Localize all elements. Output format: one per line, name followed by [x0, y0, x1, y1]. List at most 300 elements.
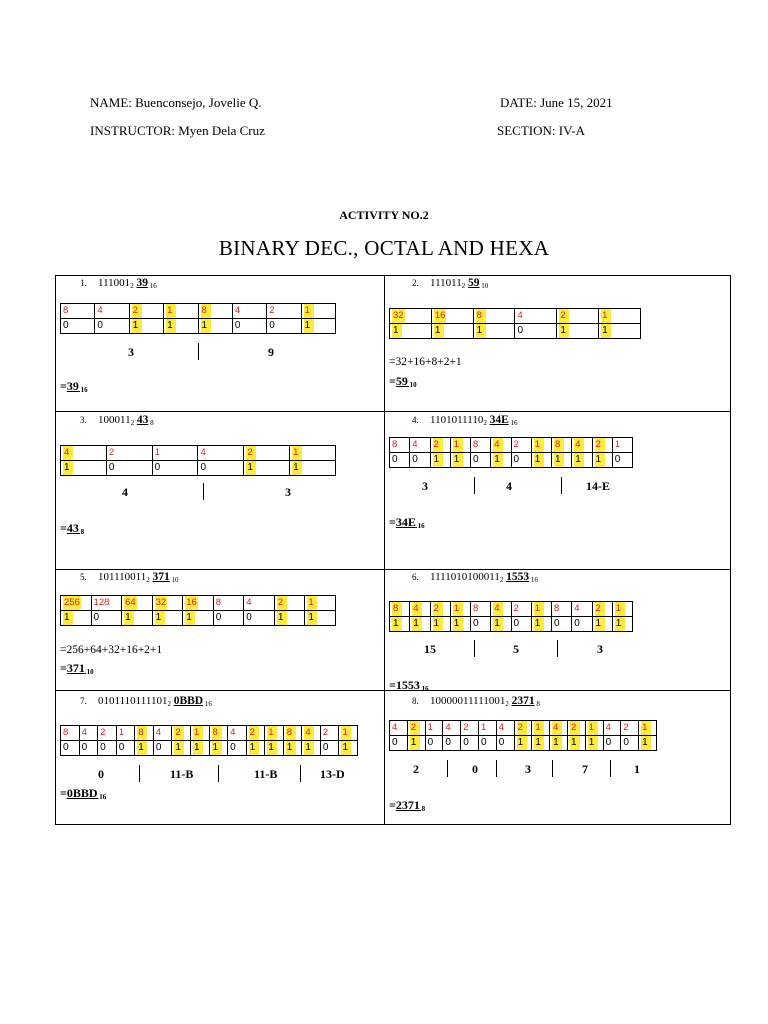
weight-cell: 2 — [511, 438, 531, 453]
weight-cell — [198, 304, 232, 319]
bit-highlight: 1 — [595, 617, 605, 631]
weight-cell: 128 — [91, 596, 122, 611]
bit-cell — [550, 736, 568, 751]
bit-cell — [152, 611, 183, 626]
weight-cell — [430, 438, 450, 453]
bit-highlight: 1 — [574, 453, 584, 467]
bit-highlight: 1 — [137, 741, 147, 755]
weight-highlight: 32 — [155, 597, 167, 608]
weight-cell — [122, 596, 153, 611]
weight-highlight: 2 — [595, 438, 605, 452]
weight-highlight: 1 — [453, 438, 463, 452]
result-value: 59 $_{10}$ — [395, 374, 417, 389]
weight-cell: 2 — [621, 721, 639, 736]
weight-highlight: 4 — [493, 602, 503, 616]
weight-highlight: 4 — [412, 602, 422, 616]
weight-cell: 8 — [61, 726, 80, 741]
binary-base: 2 — [499, 576, 504, 584]
answer-value: 2371 — [511, 695, 535, 707]
bit-cell: 0 — [478, 736, 496, 751]
bit-highlight: 1 — [212, 741, 222, 755]
bit-cell — [265, 741, 284, 756]
weight-cell — [612, 602, 632, 617]
weight-highlight: 2 — [174, 726, 184, 740]
result-base: 10 — [407, 381, 417, 389]
group-digit: 1 — [634, 762, 640, 776]
weight-row — [390, 438, 633, 453]
result-value: 0BBD $_{16}$ — [66, 786, 107, 801]
group-digit: 0 — [98, 767, 104, 781]
bit-cell: 0 — [267, 319, 301, 334]
bit-cell — [135, 741, 154, 756]
group-digit: 14-E — [586, 479, 610, 493]
weight-cell: 1 — [116, 726, 135, 741]
result-line: =0BBD $_{16}$ — [60, 786, 107, 801]
bit-highlight: 1 — [249, 741, 259, 755]
answer-base: 16 — [508, 419, 518, 427]
bit-highlight: 1 — [595, 453, 605, 467]
binary-base: 2 — [130, 419, 135, 427]
bit-highlight: 1 — [552, 736, 562, 750]
bit-cell: 0 — [198, 461, 244, 476]
weight-cell: 1 — [152, 446, 198, 461]
weight-cell: 2 — [106, 446, 152, 461]
weight-cell: 2 — [320, 726, 339, 741]
bit-highlight: 1 — [246, 461, 256, 475]
bit-highlight: 1 — [434, 324, 444, 338]
binary-value: 1101011110 — [430, 414, 484, 426]
bit-cell: 0 — [95, 319, 129, 334]
bit-highlight: 1 — [570, 736, 580, 750]
bit-cell — [592, 617, 612, 632]
weight-cell — [567, 721, 585, 736]
activity-title: ACTIVITY NO.2 — [339, 208, 429, 222]
bit-highlight: 1 — [267, 741, 277, 755]
bit-highlight: 1 — [63, 611, 73, 625]
weight-highlight: 8 — [212, 726, 222, 740]
weight-cell — [407, 721, 425, 736]
weight-highlight: 256 — [64, 597, 80, 608]
bit-cell — [390, 617, 410, 632]
bit-cell: 0 — [511, 617, 531, 632]
bit-cell — [407, 736, 425, 751]
problem-number: 1. — [80, 278, 87, 288]
bit-cell: 0 — [98, 741, 117, 756]
column-divider — [384, 276, 385, 824]
bit-cell — [431, 324, 473, 339]
result-base: 10 — [84, 668, 94, 676]
bit-highlight: 1 — [433, 453, 443, 467]
result-value: 39 $_{16}$ — [66, 379, 88, 394]
binary-base: 2 — [130, 282, 134, 290]
weight-cell — [302, 726, 321, 741]
problem-statement — [412, 277, 488, 290]
bit-cell — [172, 741, 191, 756]
group-separator — [300, 765, 301, 782]
bit-cell: 0 — [79, 741, 98, 756]
weight-cell — [585, 721, 603, 736]
weight-highlight: 2 — [559, 309, 569, 323]
bit-cell — [450, 617, 470, 632]
answer-value: 43 — [136, 414, 149, 426]
answer-value: 59 — [468, 277, 480, 289]
problem-number: 7. — [80, 696, 87, 706]
weight-cell — [246, 726, 265, 741]
weight-cell — [172, 726, 191, 741]
group-digit: 3 — [128, 345, 134, 359]
bit-row — [390, 736, 657, 751]
problem-number: 4. — [412, 415, 419, 425]
bit-cell — [585, 736, 603, 751]
group-digit: 7 — [582, 762, 588, 776]
weight-cell — [431, 309, 473, 324]
bit-highlight: 1 — [601, 324, 611, 338]
weight-highlight: 2 — [595, 602, 605, 616]
group-separator — [139, 765, 140, 782]
weight-cell: 4 — [79, 726, 98, 741]
group-digit: 5 — [513, 642, 519, 656]
weight-cell — [339, 726, 358, 741]
bit-row — [61, 741, 358, 756]
answer-value: 39 — [136, 277, 148, 289]
bit-cell — [290, 461, 336, 476]
weight-cell — [274, 596, 305, 611]
weight-cell — [301, 304, 335, 319]
group-separator — [557, 640, 558, 657]
weight-highlight: 8 — [476, 309, 486, 323]
weight-row — [61, 446, 336, 461]
group-separator — [447, 760, 448, 777]
weight-highlight: 4 — [574, 438, 584, 452]
bit-cell — [164, 319, 198, 334]
bit-highlight: 1 — [304, 741, 314, 755]
weight-cell — [390, 602, 410, 617]
bit-cell: 0 — [552, 617, 572, 632]
bit-cell: 0 — [603, 736, 621, 751]
bit-highlight: 1 — [412, 617, 422, 631]
bit-table — [389, 720, 657, 751]
result-line: =2371 $_8$ — [389, 798, 426, 813]
group-digit: 2 — [413, 762, 419, 776]
bit-highlight: 1 — [193, 741, 203, 755]
weight-cell: 1 — [478, 721, 496, 736]
group-digit: 4 — [122, 485, 128, 499]
weight-highlight: 16 — [434, 310, 446, 321]
weight-cell: 2 — [461, 721, 479, 736]
problem-number: 6. — [412, 572, 419, 582]
bit-highlight: 1 — [155, 611, 165, 625]
row-divider — [56, 411, 730, 412]
result-line: =39 $_{16}$ — [60, 379, 88, 394]
binary-base: 2 — [505, 700, 509, 708]
weight-cell: 2 — [98, 726, 117, 741]
weight-cell — [129, 304, 163, 319]
bit-cell: 0 — [511, 453, 531, 468]
bit-cell — [514, 736, 532, 751]
weight-highlight: 32 — [393, 310, 404, 321]
weight-highlight: 2 — [433, 438, 443, 452]
problem-statement — [412, 695, 540, 708]
weight-cell — [283, 726, 302, 741]
result-base: 16 — [78, 386, 88, 394]
bit-cell — [430, 617, 450, 632]
weight-highlight: 1 — [307, 596, 317, 610]
bit-highlight: 1 — [341, 741, 351, 755]
bit-cell — [183, 611, 214, 626]
bit-highlight: 1 — [174, 741, 184, 755]
bit-highlight: 1 — [453, 617, 463, 631]
bit-cell: 0 — [461, 736, 479, 751]
weight-cell — [152, 596, 183, 611]
bit-cell — [599, 324, 641, 339]
bit-cell — [612, 617, 632, 632]
group-separator — [474, 477, 475, 494]
bit-cell — [190, 741, 209, 756]
weight-highlight: 1 — [292, 446, 302, 460]
bit-cell: 0 — [471, 453, 491, 468]
student-name: NAME: Buenconsejo, Jovelie Q. — [90, 95, 262, 110]
weight-cell — [557, 309, 599, 324]
bit-cell — [283, 741, 302, 756]
bit-table — [60, 303, 336, 334]
bit-cell — [302, 741, 321, 756]
bit-table — [389, 308, 641, 339]
weight-cell: 1 — [612, 438, 632, 453]
problem-statement — [80, 277, 157, 290]
bit-cell: 0 — [61, 319, 95, 334]
weight-cell — [514, 721, 532, 736]
weight-highlight: 4 — [304, 726, 314, 740]
bit-cell — [61, 461, 107, 476]
weight-cell: 8 — [213, 596, 244, 611]
result-line: =1553 $_{16}$ — [389, 678, 429, 693]
binary-value: 111001 — [98, 277, 131, 289]
weight-highlight: 1 — [588, 721, 598, 735]
weight-highlight: 2 — [433, 602, 443, 616]
bit-row — [390, 324, 641, 339]
answer-value: 371 — [152, 571, 170, 583]
weight-cell — [61, 596, 92, 611]
weight-highlight: 1 — [534, 602, 544, 616]
group-digit: 9 — [268, 345, 274, 359]
bit-cell: 0 — [612, 453, 632, 468]
weight-cell: 4 — [153, 726, 172, 741]
weight-row — [61, 596, 336, 611]
result-base: 16 — [415, 522, 425, 530]
bit-highlight: 1 — [476, 324, 486, 338]
bit-highlight: 1 — [132, 319, 142, 333]
bit-highlight: 1 — [307, 611, 317, 625]
bit-table — [60, 725, 358, 756]
bit-highlight: 1 — [641, 736, 651, 750]
bit-highlight: 1 — [201, 319, 211, 333]
bit-highlight: 1 — [124, 611, 134, 625]
result-value: 1553 $_{16}$ — [395, 678, 429, 693]
bit-cell — [61, 611, 92, 626]
bit-highlight: 1 — [534, 736, 544, 750]
bit-highlight: 1 — [63, 461, 73, 475]
group-digit: 3 — [597, 642, 603, 656]
weight-highlight: 1 — [641, 721, 651, 735]
group-separator — [218, 765, 219, 782]
bit-highlight: 1 — [392, 617, 402, 631]
weight-cell — [552, 438, 572, 453]
answer-value: 34E — [489, 414, 509, 426]
weight-cell: 8 — [552, 602, 572, 617]
bit-cell: 0 — [153, 741, 172, 756]
bit-highlight: 1 — [493, 453, 503, 467]
bit-highlight: 1 — [277, 611, 287, 625]
weight-highlight: 4 — [552, 721, 562, 735]
problem-number: 5. — [80, 572, 87, 582]
result-value: 371 $_{10}$ — [66, 661, 94, 676]
bit-row — [390, 617, 633, 632]
weight-cell: 8 — [471, 602, 491, 617]
answer-base: 16 — [147, 282, 157, 290]
bit-cell: 0 — [410, 453, 430, 468]
weight-highlight: 1 — [615, 602, 625, 616]
weight-highlight: 8 — [201, 304, 211, 318]
weight-highlight: 1 — [534, 721, 544, 735]
bit-cell — [491, 617, 511, 632]
bit-highlight: 1 — [392, 324, 402, 338]
answer-base: 16 — [203, 700, 212, 708]
weight-highlight: 8 — [286, 726, 296, 740]
result-base: 16 — [97, 793, 107, 801]
group-digit: 3 — [422, 479, 428, 493]
binary-value: 1111010100011 — [430, 571, 500, 583]
weight-cell: 8 — [390, 438, 410, 453]
bit-cell — [557, 324, 599, 339]
weight-row — [61, 304, 336, 319]
answer-base: 16 — [529, 576, 538, 584]
weight-highlight: 1 — [304, 304, 314, 318]
binary-value: 10000011111001 — [430, 695, 506, 707]
bit-cell: 0 — [572, 617, 592, 632]
bit-cell: 0 — [61, 741, 80, 756]
group-separator — [198, 343, 199, 360]
bit-table — [60, 595, 336, 626]
bit-cell — [532, 736, 550, 751]
weight-cell — [190, 726, 209, 741]
weight-cell: 8 — [471, 438, 491, 453]
bit-cell: 0 — [106, 461, 152, 476]
weight-cell — [390, 309, 432, 324]
bit-cell — [244, 461, 290, 476]
result-value: 43 $_8$ — [66, 521, 85, 536]
bit-table — [389, 437, 633, 468]
bit-cell: 0 — [116, 741, 135, 756]
weight-cell — [572, 438, 592, 453]
section-field: SECTION: IV-A — [497, 123, 585, 138]
bit-highlight: 1 — [615, 617, 625, 631]
result-value: 2371 $_8$ — [395, 798, 426, 813]
group-digit: 15 — [424, 642, 436, 656]
bit-cell — [592, 453, 612, 468]
weight-cell — [305, 596, 336, 611]
bit-cell: 0 — [471, 617, 491, 632]
group-separator — [552, 760, 553, 777]
bit-row — [61, 319, 336, 334]
main-title: BINARY DEC., OCTAL AND HEXA — [218, 236, 550, 260]
bit-cell — [246, 741, 265, 756]
calculation-line: =32+16+8+2+1 — [389, 356, 462, 368]
instructor-field: INSTRUCTOR: Myen Dela Cruz — [90, 123, 265, 138]
group-digit: 13-D — [320, 767, 345, 781]
group-digit: 0 — [472, 762, 478, 776]
weight-cell: 4 — [410, 438, 430, 453]
group-digit: 4 — [506, 479, 512, 493]
bit-highlight: 1 — [453, 453, 463, 467]
bit-highlight: 1 — [433, 617, 443, 631]
result-line: =371 $_{10}$ — [60, 661, 94, 676]
result-base: 8 — [419, 805, 426, 813]
weight-cell — [244, 446, 290, 461]
bit-cell — [531, 453, 551, 468]
weight-cell: 4 — [496, 721, 514, 736]
bit-row — [390, 453, 633, 468]
weight-highlight: 2 — [277, 596, 287, 610]
weight-cell: 4 — [443, 721, 461, 736]
bit-highlight: 1 — [588, 736, 598, 750]
bit-cell — [639, 736, 657, 751]
weight-row — [390, 309, 641, 324]
weight-cell: 4 — [95, 304, 129, 319]
problem-number: 2. — [412, 278, 419, 288]
bit-cell: 0 — [232, 319, 266, 334]
weight-cell — [491, 602, 511, 617]
weight-cell — [550, 721, 568, 736]
problem-statement — [412, 571, 538, 584]
bit-cell: 0 — [320, 741, 339, 756]
bit-cell — [209, 741, 228, 756]
weight-cell — [531, 438, 551, 453]
weight-highlight: 2 — [410, 721, 420, 735]
binary-base: 2 — [483, 419, 487, 427]
bit-cell: 0 — [425, 736, 443, 751]
weight-cell — [639, 721, 657, 736]
weight-highlight: 1 — [453, 602, 463, 616]
weight-cell: 2 — [267, 304, 301, 319]
bit-cell: 0 — [515, 324, 557, 339]
weight-cell: 8 — [61, 304, 95, 319]
problem-statement — [412, 414, 518, 427]
weight-cell: 4 — [603, 721, 621, 736]
weight-cell — [265, 726, 284, 741]
weight-highlight: 2 — [517, 721, 527, 735]
bit-cell — [450, 453, 470, 468]
problem-number: 3. — [80, 415, 87, 425]
bit-cell: 0 — [390, 453, 410, 468]
bit-highlight: 1 — [554, 453, 564, 467]
weight-cell — [450, 438, 470, 453]
weight-highlight: 1 — [601, 309, 611, 323]
bit-highlight: 1 — [493, 617, 503, 631]
binary-base: 2 — [167, 700, 171, 708]
answer-base: 10 — [169, 576, 179, 584]
weight-highlight: 4 — [493, 438, 503, 452]
weight-cell: 4 — [390, 721, 408, 736]
weight-highlight: 1 — [267, 726, 277, 740]
weight-highlight: 64 — [125, 597, 136, 608]
result-line: =43 $_8$ — [60, 521, 85, 536]
bit-cell: 0 — [91, 611, 122, 626]
problem-statement — [80, 571, 179, 584]
binary-value: 100011 — [98, 414, 131, 426]
weight-cell — [473, 309, 515, 324]
weight-highlight: 8 — [392, 602, 402, 616]
bit-cell — [410, 617, 430, 632]
